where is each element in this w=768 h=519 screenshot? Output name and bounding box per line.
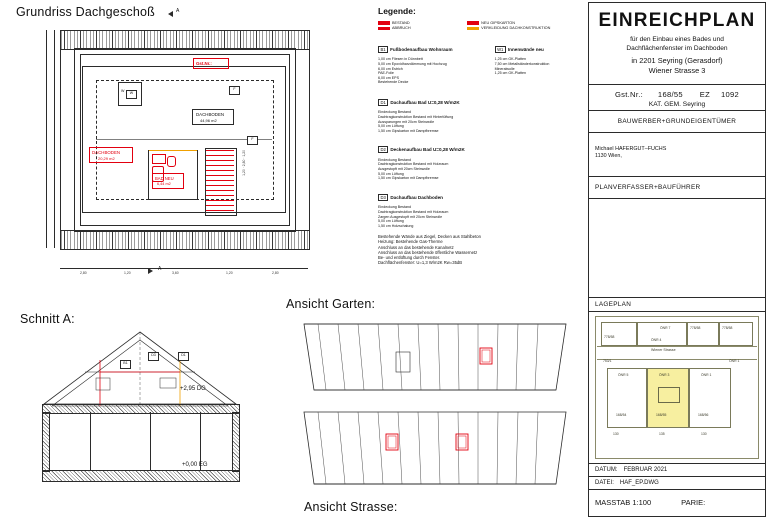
tb-date-label: DATUM: [595, 466, 618, 473]
tb-ez-label: EZ [699, 90, 711, 99]
lageplan-parcel-label-8: ÖNR 5 [618, 373, 629, 377]
legend-title-d1: Dachaufbau Bad U=0,28 W/m2K [390, 99, 460, 105]
tb-gst-label: Gst.Nr.: [614, 90, 644, 99]
lageplan-parcel-label-13: 168/56 [698, 413, 709, 417]
legend-d1-line-5: 1,50 cm Gipskarton mit Dampfbremse [378, 128, 439, 133]
section-inner-wall-2 [150, 412, 151, 470]
legend-d3-line-5: 1,50 cm Holzschalung [378, 223, 414, 228]
plan-window-tag-2: F [229, 86, 240, 95]
tb-date-row [589, 464, 765, 477]
tb-file-row [589, 477, 765, 490]
wall-red-3 [82, 66, 83, 212]
roof-top-hatch [60, 30, 310, 50]
lageplan-parcel-label-10: ÖNR 1 [701, 373, 712, 377]
section-arrow-bottom [148, 268, 153, 274]
legend-key-w1: W1 [495, 46, 506, 53]
lageplan-parcel-label-3: 778/58 [722, 326, 733, 330]
tb-subtitle-2: Dachflächenfenster im Dachboden [626, 45, 728, 52]
tb-owner-header-label: BAUWERBER+GRUNDEIGENTÜMER [617, 118, 737, 125]
level-mark-eg: +0,00 EG [182, 462, 208, 468]
room-area-attic-1: 44,96 m2 [200, 118, 217, 123]
legend-d3-line-1: Eindeckung Bestand [378, 205, 411, 210]
legend-b1-line-6: Bestehende Decke [378, 80, 409, 85]
legend-w1-line-3: Mineralwolle [494, 66, 515, 71]
tb-lageplan-area [589, 312, 765, 464]
section-slab-lower [42, 470, 240, 482]
section-tag-d1: D1 [178, 352, 189, 361]
bath-wall-top [148, 150, 198, 151]
legend-key-d2: D2 [378, 146, 388, 153]
room-label-attic-2: DACHBODEN [92, 150, 121, 155]
legend-swatch-gipskarton [467, 21, 479, 24]
shaft-label: W [121, 89, 125, 93]
section-tag-d3: D3 [148, 352, 159, 361]
legend-swatch-verkleidung [467, 27, 479, 30]
tb-main-title: EINREICHPLAN [598, 10, 756, 31]
view-garden-title: Ansicht Garten: [286, 297, 376, 311]
legend-w1-line-4: 1,25 cm GK-Platten [494, 71, 526, 76]
bath-wall-right [197, 150, 198, 200]
legend-d2-line-2: Dachtragkonstruktion Bestand mit Holzraum [378, 162, 449, 167]
lageplan-street [597, 346, 757, 360]
room-area-bath: 6,44 m2 [157, 182, 171, 186]
tb-header [589, 3, 765, 85]
plan-dim-vertical: 1,20 · 2,80 · 1,20 [242, 150, 246, 176]
lageplan-dim-2: 135 [659, 432, 665, 436]
bath-fixture-wc [167, 156, 176, 167]
section-title: Schnitt A: [20, 312, 75, 326]
legend-w1-line-2: 7,50 cm Metallständerkonstruktion [494, 61, 550, 66]
lageplan-parcel-label-9: ÖNR 3 [659, 373, 670, 377]
legend-title: Legende: [378, 6, 416, 16]
tb-file-label: DATEI: [595, 479, 614, 486]
plan-dim-5: 2,80 [272, 271, 279, 275]
section-wall-right [232, 412, 240, 472]
legend-key-b1: B1 [378, 46, 388, 53]
plan-title: Grundriss Dachgeschoß [16, 5, 155, 19]
room-area-attic-2: 20,29 m2 [98, 156, 115, 161]
legend-note-5: Be- und entlüftung durch Fenster. [378, 255, 441, 261]
tb-scale-label: MASSTAB 1:100 [595, 497, 652, 507]
legend-b1-line-1: 1,00 cm Fliesen in Dünnbett [378, 57, 423, 62]
legend-b1-line-4: PAE-Folie [378, 71, 394, 76]
view-garden [298, 314, 572, 392]
legend-d1-line-2: Dachtragkonstruktion Bestand mit Hinterlüftung [378, 114, 454, 119]
tb-location-2: Wiener Strasse 3 [648, 66, 706, 75]
tb-lageplan-label: LAGEPLAN [595, 301, 632, 308]
tb-subtitle-1: für den Einbau eines Bades und [630, 36, 724, 43]
wall-red-2 [82, 212, 286, 213]
room-label-gst: Gst.Nr.: [196, 61, 212, 66]
legend-note-6: Dachflächenfenster: U=1,3 W/m2K Rw=35dB [378, 260, 463, 266]
legend-title-d2: Deckenaufbau Bad U=0,28 W/m2K [390, 147, 465, 153]
legend-d2-line-5: 1,50 cm Gipskarton mit Dampfbremse [378, 176, 439, 181]
tb-planner-details [589, 199, 765, 298]
legend-key-d1: D1 [378, 99, 388, 106]
section-arrow-top [168, 11, 173, 17]
bath-wall-left [148, 150, 149, 200]
lageplan-parcel-label-12: 168/55 [656, 413, 667, 417]
legend-d2-line-1: Eindeckung Bestand [378, 157, 411, 162]
plan-dim-2: 1,20 [124, 271, 131, 275]
tb-location-1: in 2201 Seyring (Gerasdorf) [631, 56, 723, 65]
legend-label-verkleidung: VERKLEIDUNG DACHKONSTRUKTION [481, 26, 551, 31]
lageplan-parcel-lower-3 [689, 368, 731, 428]
lageplan-parcel-upper-1 [601, 322, 637, 346]
lageplan-parcel-label-4: ÖNR 7 [660, 326, 671, 330]
legend-d2-line-4: 5,00 cm Lüftung [378, 171, 404, 176]
legend-label-abbruch: ABBRUCH [392, 26, 411, 31]
legend-title-w1: Innenwände neu [507, 46, 544, 52]
lageplan-parcel-lower-1 [607, 368, 647, 428]
legend-swatch-bestand [378, 21, 390, 24]
legend-b1-line-2: 5,00 cm Epoxidharzdämmung mit Hochzug [378, 61, 447, 66]
title-block [588, 2, 766, 517]
lageplan-parcel-upper-4 [719, 322, 753, 346]
wall-red-1 [82, 66, 286, 67]
bath-fixture-shower [152, 166, 164, 182]
section-marker-top: A [176, 8, 180, 14]
legend-note-3: Anschluss an das bestehende Kanalnetz [378, 244, 454, 250]
legend-d3-line-4: 5,00 cm Lüftung [378, 219, 404, 224]
roof-bottom-hatch [60, 230, 310, 250]
section-roof [40, 330, 240, 408]
lageplan-parcel-label-6: 753/1 [603, 359, 612, 363]
lageplan-parcel-label-2: 778/58 [690, 326, 701, 330]
section-slab-upper [42, 404, 240, 414]
room-box-attic-2 [89, 147, 133, 163]
tb-owner-address: 1130 Wien, [595, 153, 622, 159]
tb-scale-row [589, 490, 765, 514]
section-wall-left [42, 412, 50, 472]
legend-b1-line-5: 6,00 cm EPS [378, 75, 399, 80]
legend-d3-line-3: Zargen Ausgestopft mit 20cm Steinwolle [378, 214, 443, 219]
tb-date-value: FEBRUAR 2021 [623, 466, 668, 473]
tb-gst-row [589, 85, 765, 111]
lageplan-parcel-label-11: 168/54 [616, 413, 627, 417]
wall-red-4 [285, 66, 286, 212]
legend-b1-line-3: 6,00 cm Estrich [378, 66, 403, 71]
tb-file-value: HAF_EP.DWG [619, 479, 659, 486]
lageplan-parcel-label-1: 778/58 [604, 335, 615, 339]
bath-wall-bottom [148, 199, 198, 200]
legend-note-2: Heizung: Bestehende Gas-Therme [378, 239, 443, 245]
lageplan-parcel-upper-2 [637, 322, 687, 346]
bath-fixture-basin [152, 154, 166, 164]
lageplan-parcel-upper-3 [687, 322, 719, 346]
legend-d1-line-3: Aussparungen mit 20cm Steinwolle [378, 119, 435, 124]
legend-label-gipskarton: NEU GIPSKARTON [481, 21, 516, 25]
lageplan-parcel-label-5: ÖNR 4 [651, 338, 662, 342]
legend-d3-line-2: Dachtragkonstruktion Bestand mit Holzraum [378, 209, 449, 214]
legend-label-bestand: BESTAND [392, 21, 410, 25]
plan-dim-3: 3,60 [172, 271, 179, 275]
plan-window-tag-3: F [247, 136, 258, 145]
tb-sheet-label: PARIE: [681, 497, 706, 507]
tb-planner-header-label: PLANVERFASSER+BAUFÜHRER [595, 184, 701, 191]
room-box-gst [193, 58, 229, 69]
tb-owner-name: Michael HAFERGUT–FUCHS [595, 146, 667, 152]
lageplan-parcel-subject [647, 368, 689, 428]
plan-dimline-bottom [60, 268, 308, 269]
legend-title-b1: Fußbodenaufbau Wohnraum [390, 46, 453, 52]
section-inner-wall-1 [90, 412, 91, 470]
tb-ez-value: 1092 [720, 90, 740, 99]
tb-gst-value: 168/55 [657, 90, 683, 99]
legend-d1-line-4: 5,00 cm Lüftung [378, 124, 404, 129]
tb-owner-header [589, 111, 765, 133]
tb-planner-header [589, 177, 765, 199]
plan-window-tag-1: W [126, 90, 137, 99]
view-street-title: Ansicht Strasse: [304, 500, 398, 514]
legend-note-1: Bestehende Wände aus Ziegel, Decken aus Stahlbeton [378, 234, 481, 240]
lageplan-parcel-label-7: ÖNR 1 [729, 359, 740, 363]
section-tag-b1: B1 [120, 360, 131, 369]
lageplan-dim-3: 130 [701, 432, 707, 436]
tb-kat: KAT. GEM. Seyring [648, 101, 706, 108]
tb-owner-details [589, 133, 765, 177]
plan-dim-4: 1,20 [226, 271, 233, 275]
room-label-bath: BAD NEU [155, 176, 174, 181]
legend-key-d3: D3 [378, 194, 388, 201]
section-marker-bottom: A [158, 266, 162, 272]
view-street [298, 404, 572, 490]
plan-dim-1: 2,80 [80, 271, 87, 275]
legend-w1-line-1: 1,25 cm GK-Platten [494, 57, 526, 62]
plan-ridge-line [96, 139, 272, 140]
lageplan-building-subject [658, 387, 680, 403]
legend [378, 6, 576, 266]
room-label-attic-1: DACHBODEN [196, 112, 225, 117]
legend-swatch-abbruch [378, 27, 390, 30]
tb-lageplan-header [589, 298, 765, 312]
lageplan-street-label: Wiener Strasse [651, 348, 676, 352]
legend-d1-line-1: Eindeckung Bestand [378, 110, 411, 115]
legend-title-d3: Dachaufbau Dachboden [390, 194, 443, 200]
plan-dimline-left2 [46, 30, 47, 248]
room-box-attic-1 [192, 109, 234, 125]
level-mark-dg: +2,95 DG [180, 386, 206, 392]
plan-dimline-left [54, 30, 55, 248]
lageplan-dim-1: 130 [613, 432, 619, 436]
staircase-treads [206, 150, 234, 212]
legend-note-4: Anschluss an das bestehende öffentliche Wassernetz [378, 249, 478, 255]
legend-d2-line-3: Ausgestopft mit 20cm Steinwolle [378, 167, 430, 172]
